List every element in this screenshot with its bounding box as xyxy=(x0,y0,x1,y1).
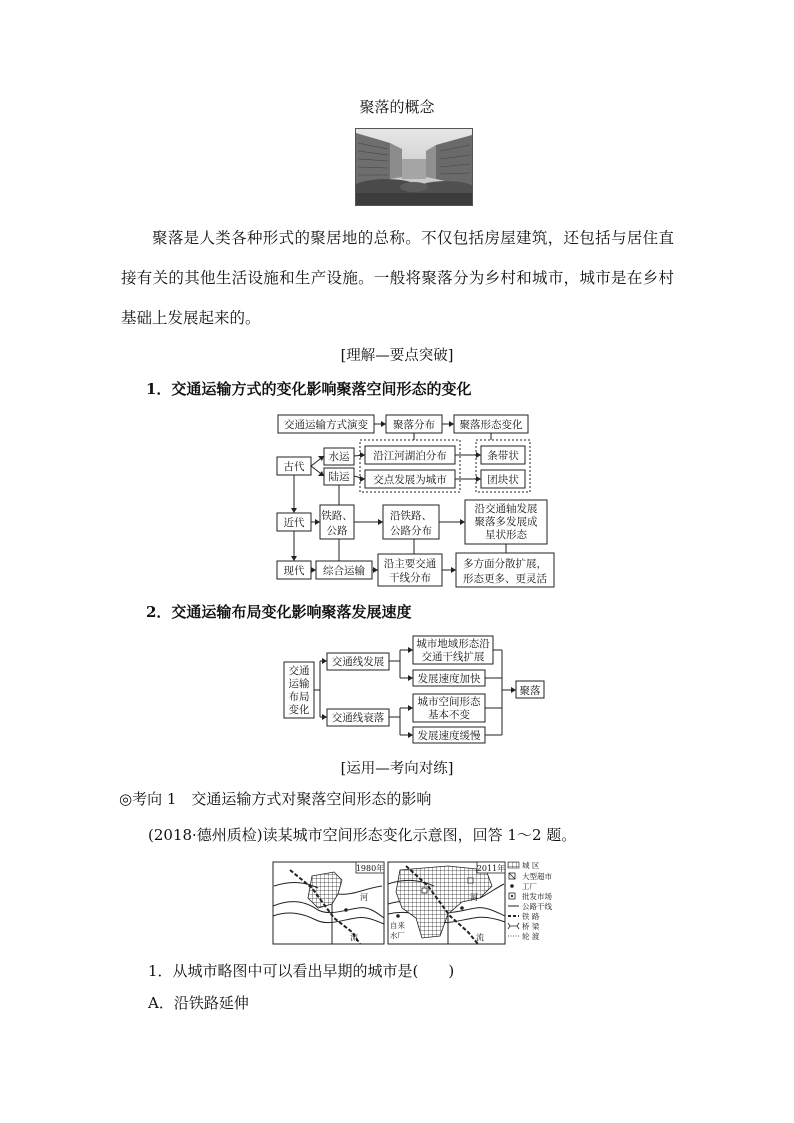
definition-paragraph: 聚落是人类各种形式的聚居地的总称。不仅包括房屋建筑，还包括与居住直接有关的其他生活设施和生产设施。一般将聚落分为乡村和城市，城市是在乡村基础上发展起来的。 xyxy=(121,229,674,327)
label-river-lake: 沿江河湖泊分布 xyxy=(373,450,447,462)
label-strip: 条带状 xyxy=(487,450,519,462)
direction-heading: ◎考向 1 交通运输方式对聚落空间形态的影响 xyxy=(119,790,432,808)
section-apply-title: [运用—考向对练] xyxy=(340,761,454,777)
question-intro: (2018·德州质检)读某城市空间形态变化示意图，回答 1～2 题。 xyxy=(148,826,577,844)
label-water: 水运 xyxy=(328,451,350,463)
heading-1: 1．交通运输方式的变化影响聚落空间形态的变化 xyxy=(146,380,472,398)
map1-river-label: 河 xyxy=(360,893,368,902)
label-evolution: 交通运输方式演变 xyxy=(284,419,368,431)
legend-bridge: 桥 梁 xyxy=(522,922,540,931)
city-change-map xyxy=(272,858,562,948)
label-node-city: 交点发展为城市 xyxy=(373,474,447,486)
question-1: 1．从城市略图中可以看出早期的城市是( ) xyxy=(148,962,455,980)
label-star-1: 沿交通轴发展 xyxy=(474,503,538,515)
label-rail-road-2: 公路 xyxy=(326,525,348,537)
legend-wholesale-market: 批发市场 xyxy=(522,892,552,901)
label-speed-up: 发展速度加快 xyxy=(417,673,481,685)
residential-photo xyxy=(355,128,473,206)
label-layout-2: 运输 xyxy=(288,678,310,690)
label-settlement: 聚落 xyxy=(519,685,541,697)
label-cluster: 团块状 xyxy=(487,474,519,486)
label-decline: 交通线衰落 xyxy=(331,712,385,724)
label-slow-down: 发展速度缓慢 xyxy=(417,730,481,742)
legend-highway: 公路干线 xyxy=(522,902,552,911)
label-trunk-1: 沿主要交通 xyxy=(383,558,437,570)
transport-shape-flowchart xyxy=(270,408,560,590)
label-multi-1: 多方面分散扩展， xyxy=(463,558,547,570)
label-along-rail-2: 公路分布 xyxy=(390,525,432,537)
map-2011 xyxy=(388,862,505,944)
legend-railway: 铁 路 xyxy=(522,912,540,921)
legend-ferry: 轮 渡 xyxy=(522,932,540,941)
map1-river-label-2: 流 xyxy=(350,933,358,942)
label-multi-2: 形态更多、更灵活 xyxy=(463,573,547,585)
label-develop: 交通线发展 xyxy=(331,656,385,668)
label-trunk-2: 干线分布 xyxy=(389,572,431,584)
label-along-rail-1: 沿铁路、 xyxy=(390,510,432,522)
label-unchanged-1: 城市空间形态 xyxy=(417,696,481,708)
label-contemporary: 现代 xyxy=(283,565,305,577)
transport-speed-flowchart xyxy=(280,632,550,744)
section-understand-title: [理解—要点突破] xyxy=(340,348,454,364)
label-integrated: 综合运输 xyxy=(323,565,365,577)
label-layout-3: 布局 xyxy=(288,691,310,703)
label-expand-2: 交通干线扩展 xyxy=(421,651,485,663)
label-ancient: 古代 xyxy=(283,461,305,473)
section-title: 聚落的概念 xyxy=(359,98,435,116)
label-shape-change: 聚落形态变化 xyxy=(459,419,523,431)
map2-river-label-2: 流 xyxy=(476,933,484,942)
label-rail-road-1: 铁路、 xyxy=(321,510,353,522)
legend-supermarket: 大型超市 xyxy=(522,872,552,881)
label-layout-4: 变化 xyxy=(288,704,310,716)
map-year-1980: 1980年 xyxy=(355,864,385,873)
heading-2: 2．交通运输布局变化影响聚落发展速度 xyxy=(146,603,412,621)
map-legend xyxy=(508,860,552,941)
label-unchanged-2: 基本不变 xyxy=(428,709,470,721)
label-modern: 近代 xyxy=(283,517,305,529)
map2-waterworks-1: 自来 xyxy=(390,921,405,930)
map2-river-label: 河 xyxy=(470,893,478,902)
label-distribution: 聚落分布 xyxy=(393,419,435,431)
legend-factory: 工厂 xyxy=(522,882,537,891)
map-year-2011: 2011年 xyxy=(476,864,506,873)
label-land: 陆运 xyxy=(328,471,350,483)
map-1980 xyxy=(273,862,384,944)
label-star-3: 星状形态 xyxy=(485,529,527,541)
label-layout-1: 交通 xyxy=(288,665,310,677)
option-a: A．沿铁路延伸 xyxy=(148,994,249,1012)
label-expand-1: 城市地域形态沿 xyxy=(416,638,490,650)
map2-waterworks-2: 水厂 xyxy=(390,931,405,940)
legend-urban-area: 城 区 xyxy=(522,861,540,870)
label-star-2: 聚落多发展成 xyxy=(474,516,538,528)
